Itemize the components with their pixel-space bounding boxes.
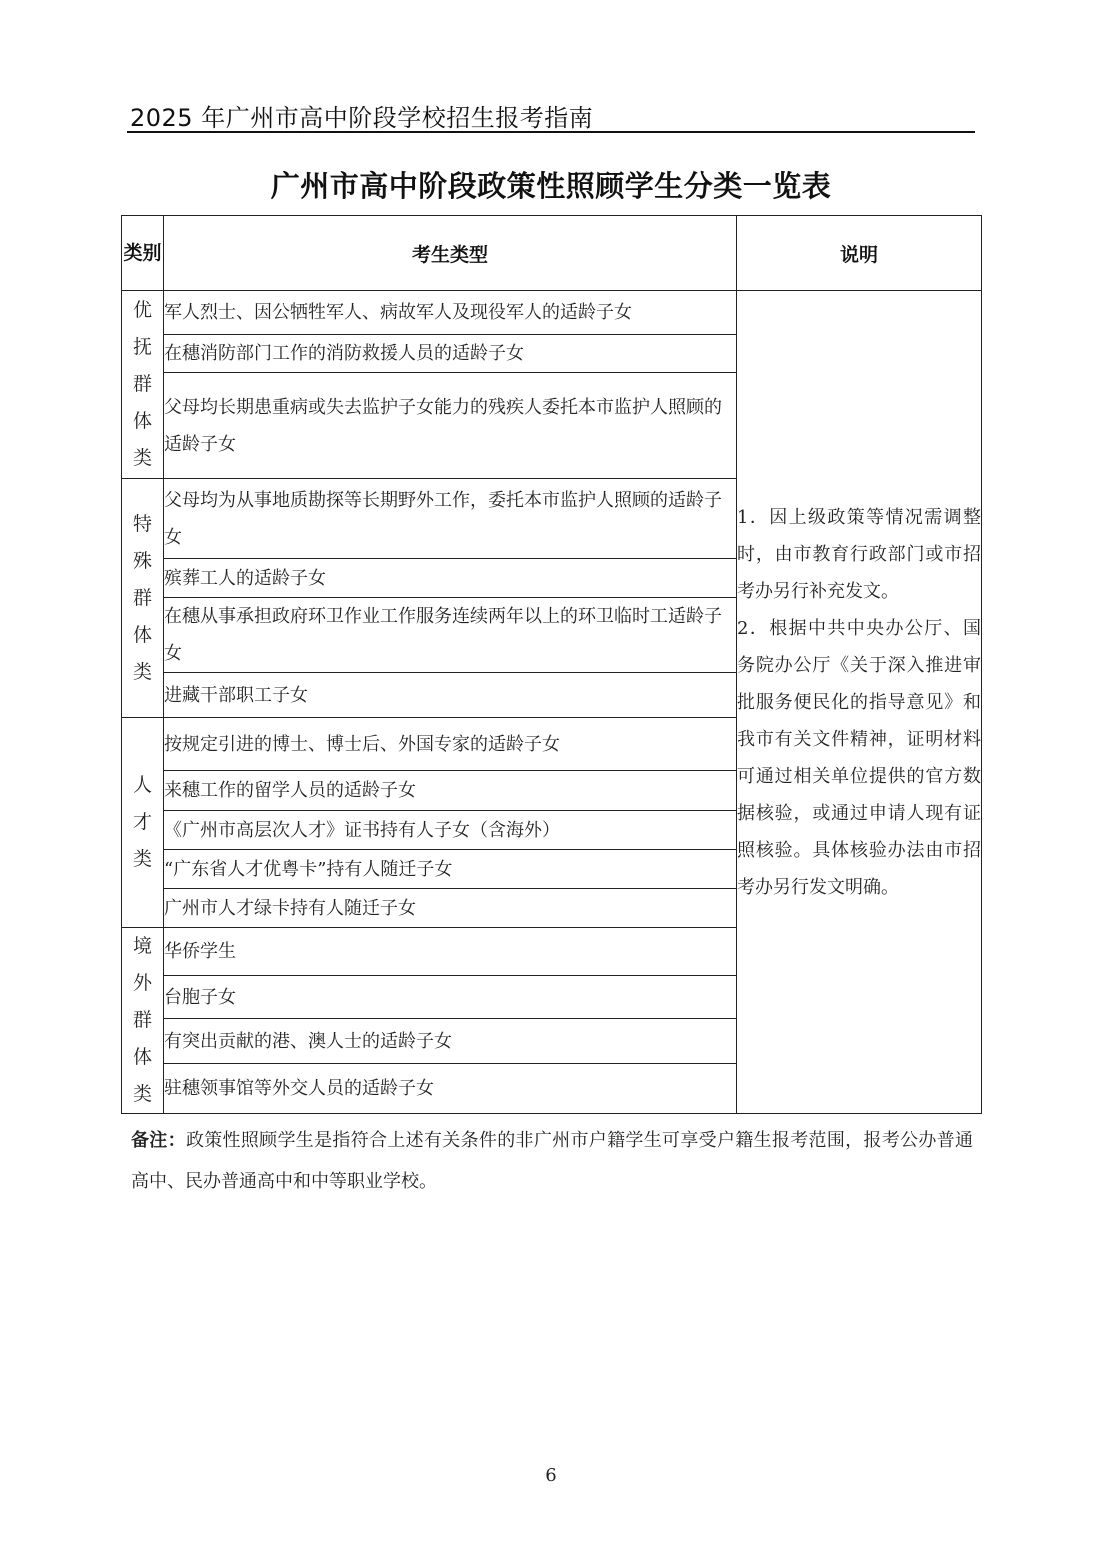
student-type-cell: 华侨学生 xyxy=(164,928,737,976)
student-type-cell: 军人烈士、因公牺牲军人、病故军人及现役军人的适龄子女 xyxy=(164,291,737,335)
student-type-cell: 父母均为从事地质勘探等长期野外工作，委托本市监护人照顾的适龄子女 xyxy=(164,479,737,559)
document-title: 广州市高中阶段政策性照顾学生分类一览表 xyxy=(270,169,832,203)
note-paragraph: 2．根据中共中央办公厅、国务院办公厅《关于深入推进审批服务便民化的指导意见》和我市有关文件精神，证明材料可通过相关单位提供的官方数据核验，或通过申请人现有证照核验。具体核验办法由市招考办另行发文明确。 xyxy=(737,617,981,898)
category-cell xyxy=(122,291,164,479)
column-header-note: 说明 xyxy=(737,216,982,291)
running-header: 2025 年广州市高中阶段学校招生报考指南 xyxy=(130,104,594,132)
column-header-category xyxy=(122,216,164,291)
category-label: 境 外 群 体 类 xyxy=(132,935,152,1105)
category-cell xyxy=(122,928,164,1114)
column-header-category-text: 类别 xyxy=(123,242,162,264)
policy-table xyxy=(121,215,982,1114)
student-type-cell: “广东省人才优粤卡”持有人随迁子女 xyxy=(164,850,737,889)
student-type-cell: 有突出贡献的港、澳人士的适龄子女 xyxy=(164,1019,737,1063)
header-rule xyxy=(127,131,975,133)
student-type-cell: 《广州市高层次人才》证书持有人子女（含海外） xyxy=(164,811,737,850)
category-label: 优 抚 群 体 类 xyxy=(132,299,152,469)
student-type-cell: 按规定引进的博士、博士后、外国专家的适龄子女 xyxy=(164,718,737,771)
table-row xyxy=(122,291,982,335)
student-type-cell: 进藏干部职工子女 xyxy=(164,673,737,718)
remark xyxy=(131,1120,973,1202)
page-number: 6 xyxy=(545,1465,557,1486)
note-paragraph: 1．因上级政策等情况需调整时，由市教育行政部门或市招考办另行补充发文。 xyxy=(737,506,981,602)
category-cell xyxy=(122,479,164,718)
category-label: 人 才 类 xyxy=(132,774,152,870)
remark-label: 备注： xyxy=(131,1130,186,1151)
student-type-cell: 在穗从事承担政府环卫作业工作服务连续两年以上的环卫临时工适龄子女 xyxy=(164,598,737,673)
category-label: 特 殊 群 体 类 xyxy=(132,512,152,683)
student-type-cell: 来穗工作的留学人员的适龄子女 xyxy=(164,771,737,811)
student-type-cell: 殡葬工人的适龄子女 xyxy=(164,559,737,598)
student-type-cell: 在穗消防部门工作的消防救援人员的适龄子女 xyxy=(164,335,737,373)
table-header-row xyxy=(122,216,982,291)
student-type-cell: 父母均长期患重病或失去监护子女能力的残疾人委托本市监护人照顾的适龄子女 xyxy=(164,373,737,479)
category-cell xyxy=(122,718,164,928)
student-type-cell: 广州市人才绿卡持有人随迁子女 xyxy=(164,889,737,928)
student-type-cell: 台胞子女 xyxy=(164,976,737,1019)
remark-text: 政策性照顾学生是指符合上述有关条件的非广州市户籍学生可享受户籍生报考范围，报考公办普通高中、民办普通高中和中等职业学校。 xyxy=(131,1130,973,1192)
column-header-type: 考生类型 xyxy=(164,216,737,291)
note-cell xyxy=(737,291,982,1114)
student-type-cell: 驻穗领事馆等外交人员的适龄子女 xyxy=(164,1063,737,1113)
